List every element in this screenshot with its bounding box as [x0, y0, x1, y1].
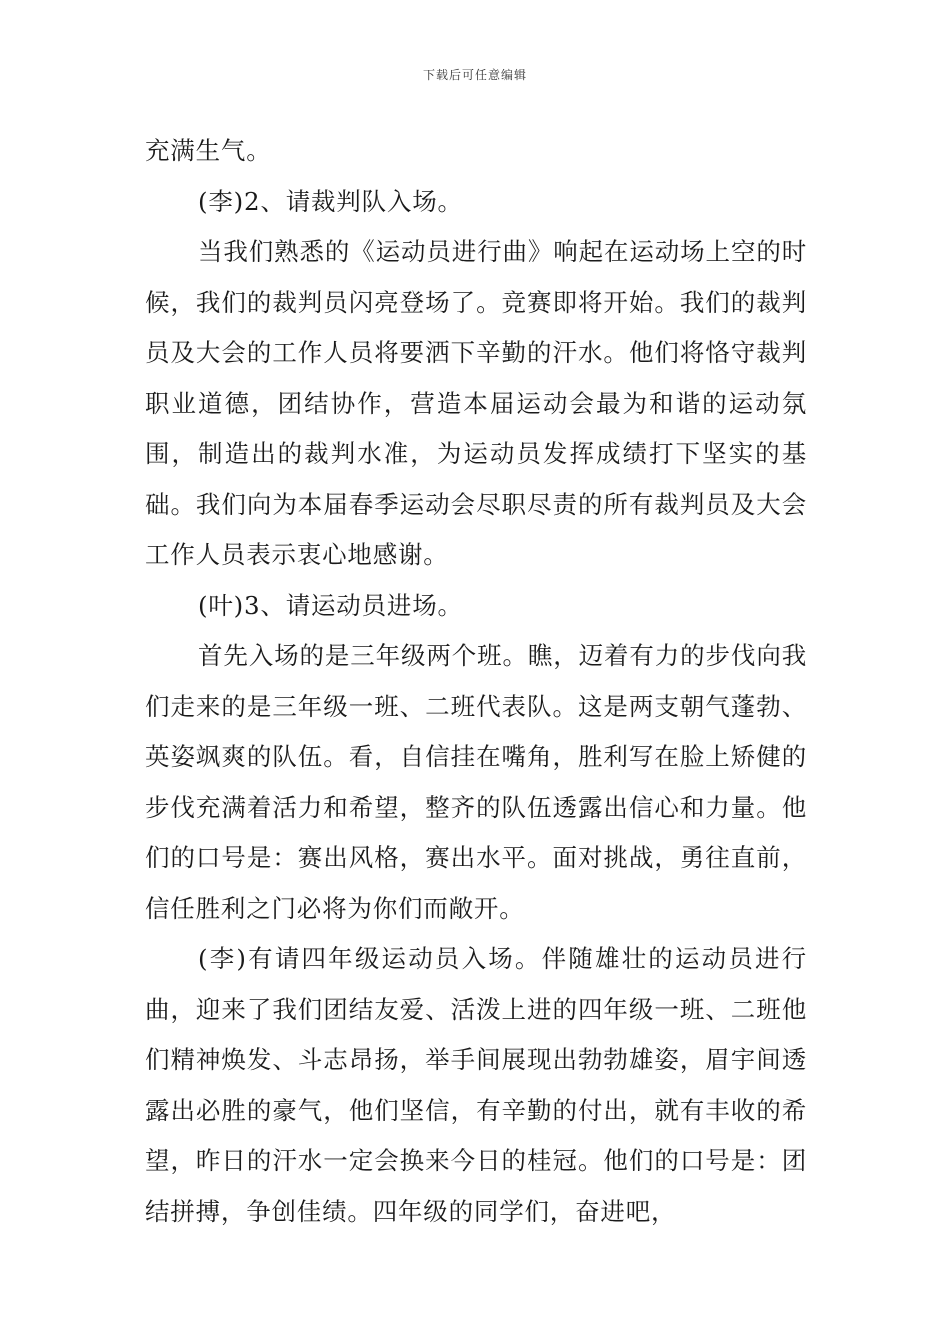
paragraph-1: 充满生气。 [145, 136, 272, 165]
document-body [145, 126, 807, 1237]
paragraph-6: (李)有请四年级运动员入场。伴随雄壮的运动员进行曲，迎来了我们团结友爱、活泼上进的四年级一班、二班他们精神焕发、斗志昂扬，举手间展现出勃勃雄姿，眉宇间透露出必胜的豪气，他们坚信，有辛勤的付出，就有丰收的希望，昨日的汗水一定会换来今日的桂冠。他们的口号是：团结拼搏，争创佳绩。四年级的同学们，奋进吧， [145, 944, 807, 1226]
paragraph-4: (叶)3、请运动员进场。 [198, 590, 463, 620]
paragraph-3: 当我们熟悉的《运动员进行曲》响起在运动场上空的时候，我们的裁判员闪亮登场了。竞赛即将开始。我们的裁判员及大会的工作人员将要洒下辛勤的汗水。他们将恪守裁判职业道德，团结协作，营造本届运动会最为和谐的运动氛围，制造出的裁判水准，为运动员发挥成绩打下坚实的基础。我们向为本届春季运动会尽职尽责的所有裁判员及大会工作人员表示衷心地感谢。 [145, 237, 807, 569]
paragraph-2: (李)2、请裁判队入场。 [198, 186, 463, 216]
paragraph-5: 首先入场的是三年级两个班。瞧，迈着有力的步伐向我们走来的是三年级一班、二班代表队。这是两支朝气蓬勃、英姿飒爽的队伍。看，自信挂在嘴角，胜利写在脸上矫健的步伐充满着活力和希望，整齐的队伍透露出信心和力量。他们的口号是：赛出风格，赛出水平。面对挑战，勇往直前，信任胜利之门必将为你们而敞开。 [145, 641, 807, 923]
page-header: 下载后可任意编辑 [422, 68, 527, 82]
